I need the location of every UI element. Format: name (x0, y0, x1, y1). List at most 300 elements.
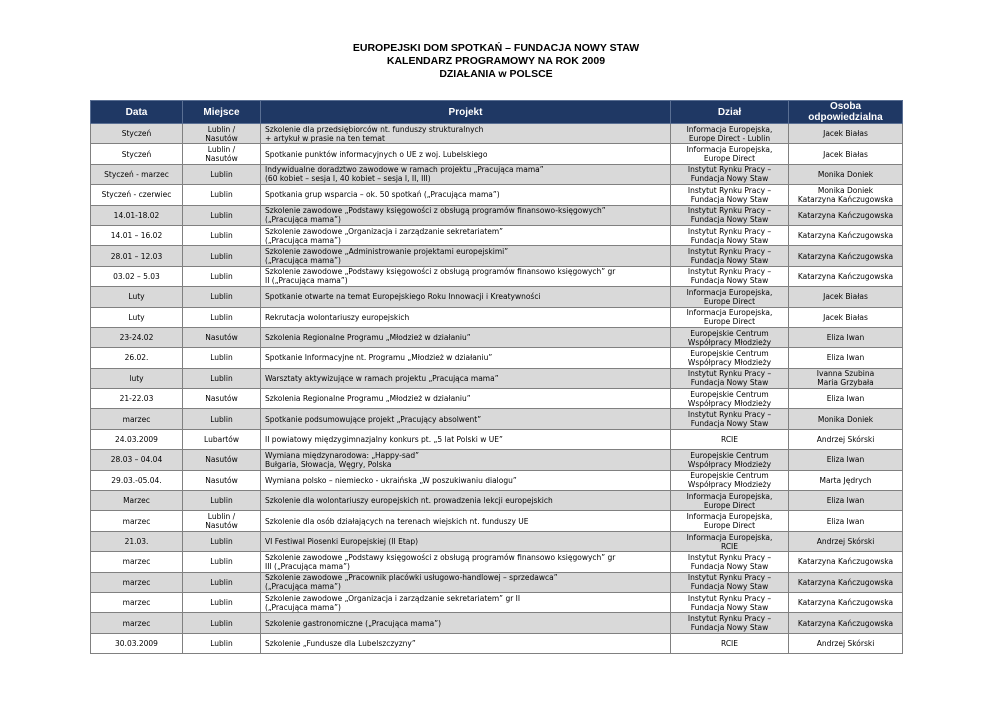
cell-projekt (261, 225, 671, 245)
cell-osoba-line: Jacek Białas (823, 312, 868, 322)
cell-dzial (671, 266, 789, 286)
cell-projekt-line: Szkolenie dla osób działających na terenach wiejskich nt. funduszy UE (265, 516, 529, 526)
cell-projekt (261, 389, 671, 409)
cell-osoba-line: Katarzyna Kańczugowska (797, 557, 894, 567)
cell-dzial (671, 144, 789, 164)
table-row (91, 266, 903, 286)
cell-dzial-line: Europejskie Centrum (690, 450, 769, 460)
cell-miejsce (183, 511, 261, 531)
cell-dzial (671, 185, 789, 205)
cell-osoba-line: Eliza Iwan (826, 333, 865, 343)
cell-miejsce-line: Lublin (210, 251, 233, 261)
document-title-block (0, 42, 992, 81)
cell-dzial-line: Europejskie Centrum (690, 471, 769, 481)
header-projekt: Projekt (261, 101, 671, 124)
cell-osoba (789, 389, 903, 409)
cell-projekt-line: Szkolenie zawodowe „Podstawy księgowości z obsługą programów finansowo księgowych” gr (265, 267, 616, 277)
cell-osoba (789, 327, 903, 347)
cell-projekt-line: Warsztaty aktywizujące w ramach projektu „Pracująca mama” (265, 373, 499, 383)
cell-dzial (671, 470, 789, 490)
cell-osoba (789, 185, 903, 205)
cell-projekt-line: Rekrutacja wolontariuszy europejskich (265, 312, 410, 322)
cell-data: 26.02. (91, 348, 183, 368)
cell-osoba (789, 164, 903, 184)
cell-osoba (789, 470, 903, 490)
cell-projekt-line: („Pracująca mama”) (265, 235, 341, 245)
cell-osoba (789, 429, 903, 449)
cell-osoba-line: Katarzyna Kańczugowska (797, 194, 894, 204)
cell-data: Marzec (91, 491, 183, 511)
cell-osoba (789, 205, 903, 225)
cell-dzial-line: Instytut Rynku Pracy – (687, 552, 772, 562)
cell-dzial (671, 429, 789, 449)
cell-osoba (789, 124, 903, 144)
cell-projekt-line: Spotkanie punktów informacyjnych o UE z woj. Lubelskiego (265, 149, 488, 159)
cell-data: marzec (91, 613, 183, 633)
cell-data: luty (91, 368, 183, 388)
table-row (91, 287, 903, 307)
cell-miejsce-line: Lublin (210, 537, 233, 546)
cell-miejsce-line: Lublin (210, 292, 233, 302)
table-row (91, 164, 903, 184)
cell-miejsce (183, 613, 261, 633)
cell-data: Luty (91, 307, 183, 327)
cell-osoba (789, 552, 903, 572)
cell-miejsce-line: Lublin (210, 210, 233, 220)
cell-projekt (261, 592, 671, 612)
cell-miejsce (183, 531, 261, 551)
cell-projekt (261, 450, 671, 470)
cell-osoba (789, 144, 903, 164)
cell-dzial-line: RCIE (720, 541, 739, 551)
cell-miejsce-line: Lublin / (207, 512, 236, 522)
cell-dzial-line: Informacja Europejska, (686, 532, 773, 542)
cell-miejsce (183, 246, 261, 266)
table-row (91, 409, 903, 429)
cell-osoba-line: Maria Grzybała (817, 378, 874, 388)
table-row (91, 633, 903, 653)
cell-miejsce-line: Lublin (210, 577, 233, 587)
cell-dzial (671, 531, 789, 551)
cell-osoba-line: Jacek Białas (823, 149, 868, 159)
cell-dzial-line: Współpracy Młodzieży (687, 357, 772, 367)
cell-osoba-line: Katarzyna Kańczugowska (797, 598, 894, 608)
cell-miejsce (183, 592, 261, 612)
cell-projekt-line: Szkolenie zawodowe „Pracownik placówki usługowo-handlowej – sprzedawca” (265, 573, 558, 583)
cell-miejsce (183, 287, 261, 307)
header-miejsce: Miejsce (183, 101, 261, 124)
cell-miejsce (183, 327, 261, 347)
header-osoba-line: Osoba (829, 101, 862, 112)
cell-osoba (789, 348, 903, 368)
cell-osoba-line: Katarzyna Kańczugowska (797, 618, 894, 628)
cell-dzial-line: Fundacja Nowy Staw (690, 215, 769, 225)
table-row (91, 368, 903, 388)
cell-projekt (261, 327, 671, 347)
cell-osoba (789, 246, 903, 266)
table-row (91, 307, 903, 327)
cell-projekt-line: Wymiana polsko – niemiecko - ukraińska „W poszukiwaniu dialogu” (265, 475, 517, 485)
cell-dzial (671, 511, 789, 531)
cell-dzial-line: Instytut Rynku Pracy – (687, 165, 772, 175)
program-calendar-table (90, 100, 903, 654)
cell-osoba (789, 287, 903, 307)
cell-projekt (261, 470, 671, 490)
cell-projekt (261, 429, 671, 449)
header-osoba-line: odpowiedzialna (808, 112, 883, 123)
header-data: Data (91, 101, 183, 124)
cell-projekt (261, 185, 671, 205)
cell-projekt (261, 409, 671, 429)
cell-data: 21-22.03 (91, 389, 183, 409)
cell-dzial-line: Instytut Rynku Pracy – (687, 226, 772, 236)
cell-miejsce-line: Lublin (210, 598, 233, 608)
cell-osoba (789, 307, 903, 327)
cell-dzial-line: Fundacja Nowy Staw (690, 235, 769, 245)
cell-dzial-line: Współpracy Młodzieży (687, 398, 772, 408)
cell-miejsce (183, 633, 261, 653)
cell-miejsce (183, 368, 261, 388)
cell-miejsce (183, 185, 261, 205)
cell-dzial (671, 409, 789, 429)
cell-osoba (789, 633, 903, 653)
cell-dzial (671, 348, 789, 368)
table-row (91, 429, 903, 449)
cell-osoba-line: Marta Jędrych (819, 475, 872, 485)
cell-projekt-line: II powiatowy międzygimnazjalny konkurs pt. „5 lat Polski w UE” (265, 435, 503, 445)
cell-dzial (671, 450, 789, 470)
table-row (91, 348, 903, 368)
cell-osoba-line: Eliza Iwan (826, 394, 865, 404)
cell-projekt-line: II („Pracująca mama”) (265, 276, 348, 286)
cell-dzial-line: Instytut Rynku Pracy – (687, 573, 772, 583)
cell-miejsce-line: Lublin (210, 557, 233, 567)
cell-dzial-line: Instytut Rynku Pracy – (687, 614, 772, 624)
cell-miejsce-line: Nasutów (205, 133, 238, 143)
cell-projekt-line: + artykuł w prasie na ten temat (265, 133, 385, 143)
title-line-1: EUROPEJSKI DOM SPOTKAŃ – FUNDACJA NOWY STAW (352, 42, 640, 54)
cell-dzial-line: Informacja Europejska, (686, 124, 773, 134)
cell-osoba (789, 592, 903, 612)
cell-osoba (789, 572, 903, 592)
cell-projekt (261, 164, 671, 184)
cell-miejsce (183, 409, 261, 429)
cell-miejsce (183, 205, 261, 225)
cell-projekt-line: („Pracująca mama”) (265, 602, 341, 612)
cell-projekt-line: („Pracująca mama”) (265, 256, 341, 266)
cell-projekt-line: Bułgaria, Słowacja, Węgry, Polska (265, 459, 392, 469)
cell-projekt (261, 246, 671, 266)
cell-miejsce-line: Lublin (210, 414, 233, 424)
cell-projekt-line: Szkolenie zawodowe „Administrowanie projektami europejskimi” (265, 247, 509, 257)
cell-data: marzec (91, 552, 183, 572)
header-osoba (789, 101, 903, 124)
cell-dzial (671, 124, 789, 144)
cell-dzial-line: Współpracy Młodzieży (687, 459, 772, 469)
cell-projekt (261, 266, 671, 286)
cell-miejsce-line: Lublin (210, 496, 233, 506)
cell-miejsce-line: Nasutów (205, 154, 238, 164)
cell-osoba (789, 491, 903, 511)
cell-data: 14.01 – 16.02 (91, 225, 183, 245)
table-row (91, 592, 903, 612)
cell-dzial-line: RCIE (720, 638, 739, 648)
cell-miejsce-line: Lublin (210, 353, 233, 363)
table-row (91, 225, 903, 245)
cell-data: Styczeń - czerwiec (91, 185, 183, 205)
cell-miejsce-line: Nasutów (205, 455, 238, 465)
cell-osoba-line: Andrzej Skórski (816, 638, 875, 648)
cell-osoba (789, 531, 903, 551)
cell-data: marzec (91, 592, 183, 612)
table-row (91, 205, 903, 225)
cell-dzial-line: Europe Direct (703, 521, 756, 531)
cell-miejsce (183, 266, 261, 286)
title-line-2: KALENDARZ PROGRAMOWY NA ROK 2009 (386, 55, 606, 67)
cell-projekt-line: Szkolenia Regionalne Programu „Młodzież w działaniu” (265, 333, 471, 343)
cell-projekt-line: („Pracująca mama”) (265, 215, 341, 225)
cell-osoba-line: Katarzyna Kańczugowska (797, 231, 894, 241)
cell-projekt-line: Szkolenie zawodowe „Organizacja i zarządzanie sekretariatem” gr II (265, 593, 521, 603)
table-row (91, 511, 903, 531)
cell-projekt-line: Spotkanie Informacyjne nt. Programu „Młodzież w działaniu” (265, 353, 493, 363)
cell-projekt (261, 287, 671, 307)
cell-dzial (671, 307, 789, 327)
cell-miejsce (183, 572, 261, 592)
cell-osoba (789, 409, 903, 429)
cell-dzial-line: Europejskie Centrum (690, 348, 769, 358)
cell-miejsce (183, 450, 261, 470)
cell-miejsce-line: Lublin (210, 638, 233, 648)
table-row (91, 491, 903, 511)
cell-dzial-line: Europe Direct - Lublin (688, 133, 771, 143)
cell-miejsce-line: Lublin (210, 373, 233, 383)
table-row (91, 572, 903, 592)
cell-data: 24.03.2009 (91, 429, 183, 449)
cell-dzial-line: Instytut Rynku Pracy – (687, 247, 772, 257)
table-row (91, 389, 903, 409)
cell-dzial-line: Informacja Europejska, (686, 512, 773, 522)
cell-projekt (261, 531, 671, 551)
cell-dzial (671, 572, 789, 592)
cell-dzial-line: Instytut Rynku Pracy – (687, 206, 772, 216)
table-row (91, 144, 903, 164)
cell-dzial (671, 205, 789, 225)
cell-miejsce (183, 429, 261, 449)
cell-dzial-line: Europe Direct (703, 317, 756, 327)
cell-dzial-line: Instytut Rynku Pracy – (687, 593, 772, 603)
table-row (91, 531, 903, 551)
cell-dzial (671, 287, 789, 307)
cell-dzial-line: Fundacja Nowy Staw (690, 623, 769, 633)
cell-data: marzec (91, 572, 183, 592)
table-row (91, 185, 903, 205)
cell-projekt (261, 124, 671, 144)
cell-dzial-line: Fundacja Nowy Staw (690, 174, 769, 184)
cell-dzial-line: Instytut Rynku Pracy – (687, 369, 772, 379)
cell-miejsce (183, 491, 261, 511)
cell-projekt (261, 307, 671, 327)
cell-osoba-line: Monika Doniek (817, 414, 874, 424)
cell-dzial (671, 225, 789, 245)
cell-projekt-line: Szkolenie „Fundusze dla Lubelszczyzny” (265, 638, 416, 648)
cell-data: Styczeń (91, 124, 183, 144)
cell-data: 28.01 – 12.03 (91, 246, 183, 266)
cell-dzial (671, 592, 789, 612)
cell-osoba-line: Monika Doniek (817, 185, 874, 195)
cell-projekt (261, 491, 671, 511)
title-line-3: DZIAŁANIA w POLSCE (439, 68, 553, 80)
cell-dzial (671, 327, 789, 347)
cell-osoba-line: Eliza Iwan (826, 516, 865, 526)
cell-osoba-line: Katarzyna Kańczugowska (797, 271, 894, 281)
cell-dzial-line: Informacja Europejska, (686, 491, 773, 501)
cell-dzial-line: Fundacja Nowy Staw (690, 602, 769, 612)
table-body (91, 124, 903, 654)
cell-osoba (789, 368, 903, 388)
cell-miejsce (183, 307, 261, 327)
cell-projekt-line: Spotkanie otwarte na temat Europejskiego Roku Innowacji i Kreatywności (265, 292, 541, 302)
table-row (91, 552, 903, 572)
table-row (91, 246, 903, 266)
cell-miejsce-line: Lublin (210, 231, 233, 241)
cell-dzial-line: RCIE (720, 435, 739, 445)
cell-miejsce (183, 164, 261, 184)
cell-projekt (261, 511, 671, 531)
cell-projekt (261, 348, 671, 368)
cell-data: 28.03 – 04.04 (91, 450, 183, 470)
cell-osoba-line: Jacek Białas (823, 292, 868, 302)
cell-dzial-line: Fundacja Nowy Staw (690, 419, 769, 429)
cell-projekt-line: („Pracująca mama”) (265, 582, 341, 592)
cell-dzial-line: Informacja Europejska, (686, 145, 773, 155)
cell-projekt-line: Szkolenie gastronomiczne („Pracująca mama”) (265, 618, 442, 628)
cell-miejsce-line: Lubartów (204, 435, 239, 445)
cell-data: marzec (91, 511, 183, 531)
cell-data: marzec (91, 409, 183, 429)
cell-dzial-line: Fundacja Nowy Staw (690, 561, 769, 571)
table-row (91, 327, 903, 347)
cell-dzial (671, 633, 789, 653)
cell-data: 29.03.-05.04. (91, 470, 183, 490)
cell-dzial-line: Europe Direct (703, 500, 756, 510)
cell-osoba-line: Katarzyna Kańczugowska (797, 577, 894, 587)
cell-projekt-line: Indywidualne doradztwo zawodowe w ramach projektu „Pracująca mama” (265, 165, 544, 175)
table-header-row (91, 101, 903, 124)
cell-dzial-line: Instytut Rynku Pracy – (687, 185, 772, 195)
table-row (91, 613, 903, 633)
cell-osoba-line: Andrzej Skórski (816, 435, 875, 445)
cell-osoba-line: Eliza Iwan (826, 353, 865, 363)
cell-data: Styczeń - marzec (91, 164, 183, 184)
cell-projekt-line: Szkolenie dla przedsiębiorców nt. funduszy strukturalnych (265, 124, 484, 134)
cell-projekt-line: Wymiana międzynarodowa: „Happy-sad” (265, 450, 419, 460)
cell-projekt-line: (60 kobiet – sesja I, 40 kobiet – sesja I, II, III) (265, 174, 431, 184)
cell-osoba-line: Jacek Białas (823, 129, 868, 139)
cell-osoba-line: Andrzej Skórski (816, 537, 875, 546)
cell-projekt-line: Szkolenie zawodowe „Podstawy księgowości z obsługą programów finansowo-księgowych” (265, 206, 606, 216)
cell-osoba (789, 450, 903, 470)
cell-osoba-line: Katarzyna Kańczugowska (797, 210, 894, 220)
cell-projekt-line: Szkolenie dla wolontariuszy europejskich nt. prowadzenia lekcji europejskich (265, 496, 553, 506)
cell-dzial-line: Europe Direct (703, 296, 756, 306)
cell-miejsce-line: Lublin / (207, 145, 236, 155)
cell-data: 21.03. (91, 531, 183, 551)
cell-data: 03.02 – 5.03 (91, 266, 183, 286)
cell-dzial-line: Fundacja Nowy Staw (690, 256, 769, 266)
cell-dzial (671, 552, 789, 572)
cell-miejsce-line: Lublin (210, 169, 233, 179)
cell-dzial-line: Europejskie Centrum (690, 389, 769, 399)
cell-miejsce (183, 389, 261, 409)
cell-dzial-line: Współpracy Młodzieży (687, 337, 772, 347)
cell-osoba-line: Eliza Iwan (826, 455, 865, 465)
cell-osoba-line: Monika Doniek (817, 169, 874, 179)
cell-dzial (671, 389, 789, 409)
table-row (91, 470, 903, 490)
cell-projekt-line: VI Festiwal Piosenki Europejskiej (II Etap) (265, 537, 419, 546)
cell-dzial-line: Fundacja Nowy Staw (690, 378, 769, 388)
cell-projekt-line: Spotkanie podsumowujące projekt „Pracujący absolwent” (265, 414, 482, 424)
cell-dzial (671, 491, 789, 511)
cell-dzial-line: Informacja Europejska, (686, 287, 773, 297)
cell-projekt-line: III („Pracująca mama”) (265, 561, 350, 571)
cell-miejsce-line: Lublin (210, 312, 233, 322)
cell-osoba-line: Eliza Iwan (826, 496, 865, 506)
cell-dzial-line: Współpracy Młodzieży (687, 480, 772, 490)
cell-data: Styczeń (91, 144, 183, 164)
cell-projekt (261, 205, 671, 225)
cell-dzial-line: Instytut Rynku Pracy – (687, 267, 772, 277)
cell-data: 14.01-18.02 (91, 205, 183, 225)
cell-osoba-line: Ivanna Szubina (816, 369, 875, 379)
cell-dzial-line: Instytut Rynku Pracy – (687, 410, 772, 420)
cell-miejsce (183, 348, 261, 368)
cell-dzial (671, 368, 789, 388)
cell-dzial-line: Fundacja Nowy Staw (690, 582, 769, 592)
cell-miejsce (183, 124, 261, 144)
cell-miejsce (183, 470, 261, 490)
cell-miejsce-line: Lublin / (207, 124, 236, 134)
cell-miejsce-line: Lublin (210, 190, 233, 200)
cell-data: 23-24.02 (91, 327, 183, 347)
cell-projekt (261, 633, 671, 653)
cell-projekt (261, 144, 671, 164)
header-dzial: Dział (671, 101, 789, 124)
cell-miejsce-line: Lublin (210, 271, 233, 281)
cell-projekt (261, 613, 671, 633)
cell-osoba (789, 613, 903, 633)
cell-projekt (261, 572, 671, 592)
cell-miejsce-line: Nasutów (205, 475, 238, 485)
cell-osoba-line: Katarzyna Kańczugowska (797, 251, 894, 261)
cell-miejsce-line: Lublin (210, 618, 233, 628)
cell-data: Luty (91, 287, 183, 307)
cell-projekt-line: Szkolenie zawodowe „Podstawy księgowości z obsługą programów finansowo księgowych” gr (265, 552, 616, 562)
cell-osoba (789, 225, 903, 245)
cell-projekt-line: Szkolenia Regionalne Programu „Młodzież w działaniu” (265, 394, 471, 404)
table-row (91, 124, 903, 144)
cell-miejsce (183, 144, 261, 164)
cell-dzial-line: Fundacja Nowy Staw (690, 276, 769, 286)
cell-dzial-line: Informacja Europejska, (686, 308, 773, 318)
cell-osoba (789, 511, 903, 531)
cell-miejsce (183, 225, 261, 245)
cell-dzial-line: Europe Direct (703, 154, 756, 164)
cell-dzial (671, 164, 789, 184)
cell-projekt-line: Szkolenie zawodowe „Organizacja i zarządzanie sekretariatem” (265, 226, 504, 236)
cell-dzial (671, 246, 789, 266)
